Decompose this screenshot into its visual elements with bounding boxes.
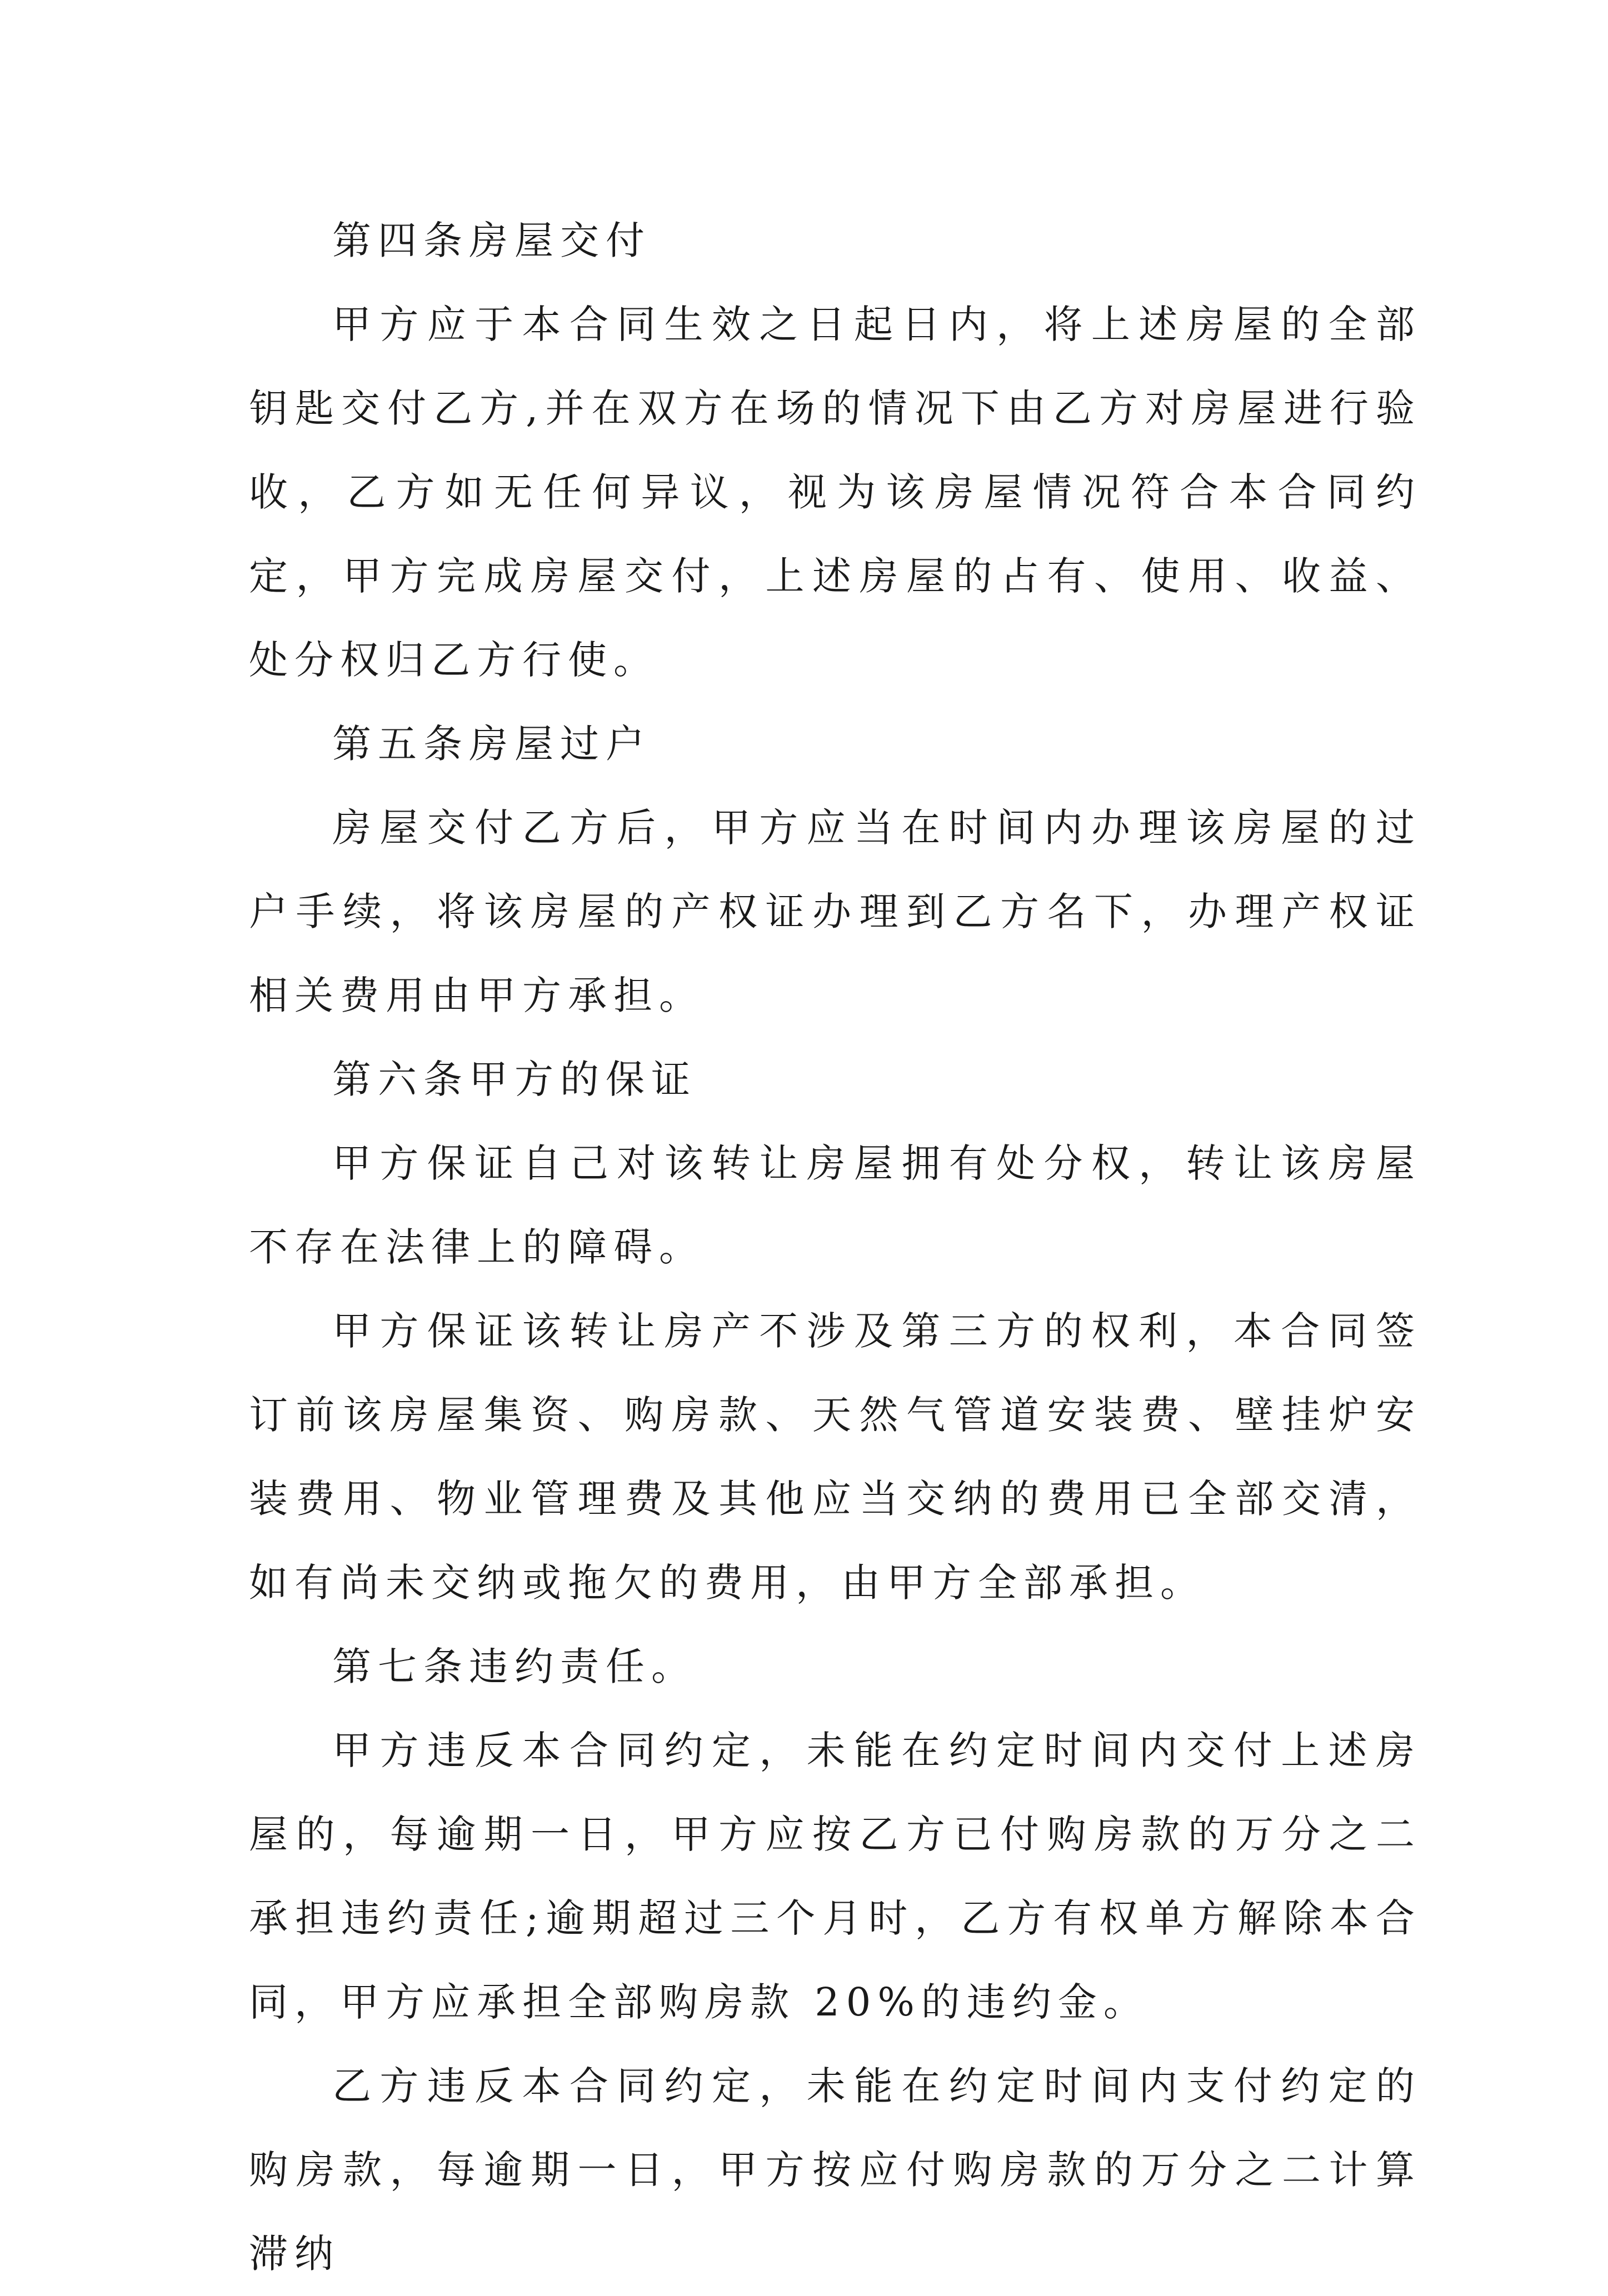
document-body	[249, 199, 1421, 2296]
paragraph-party-a-breach: 甲方违反本合同约定，未能在约定时间内交付上述房屋的，每逾期一日，甲方应按乙方已付购房款的万分之二承担违约责任;逾期超过三个月时，乙方有权单方解除本合同，甲方应承担全部购房款 20%的违约金。	[249, 1728, 1421, 2025]
section-heading-article-6: 第六条甲方的保证	[332, 1057, 697, 1102]
section-heading-article-5: 第五条房屋过户	[332, 721, 651, 767]
paragraph-house-delivery: 甲方应于本合同生效之日起日内，将上述房屋的全部钥匙交付乙方,并在双方在场的情况下由乙方对房屋进行验收，乙方如无任何异议，视为该房屋情况符合本合同约定，甲方完成房屋交付，上述房屋的占有、使用、收益、处分权归乙方行使。	[249, 302, 1421, 683]
paragraph-disposal-right: 甲方保证自己对该转让房屋拥有处分权，转让该房屋不存在法律上的障碍。	[249, 1141, 1421, 1270]
section-heading-article-4: 第四条房屋交付	[332, 218, 651, 263]
paragraph-house-transfer: 房屋交付乙方后，甲方应当在时间内办理该房屋的过户手续，将该房屋的产权证办理到乙方名下，办理产权证相关费用由甲方承担。	[249, 805, 1421, 1018]
paragraph-third-party-rights: 甲方保证该转让房产不涉及第三方的权利，本合同签订前该房屋集资、购房款、天然气管道安装费、壁挂炉安装费用、物业管理费及其他应当交纳的费用已全部交清，如有尚未交纳或拖欠的费用，由甲方全部承担。	[249, 1308, 1421, 1605]
section-heading-article-7: 第七条违约责任。	[332, 1644, 697, 1689]
paragraph-party-b-breach: 乙方违反本合同约定，未能在约定时间内支付约定的购房款，每逾期一日，甲方按应付购房款的万分之二计算滞纳	[249, 2063, 1421, 2277]
